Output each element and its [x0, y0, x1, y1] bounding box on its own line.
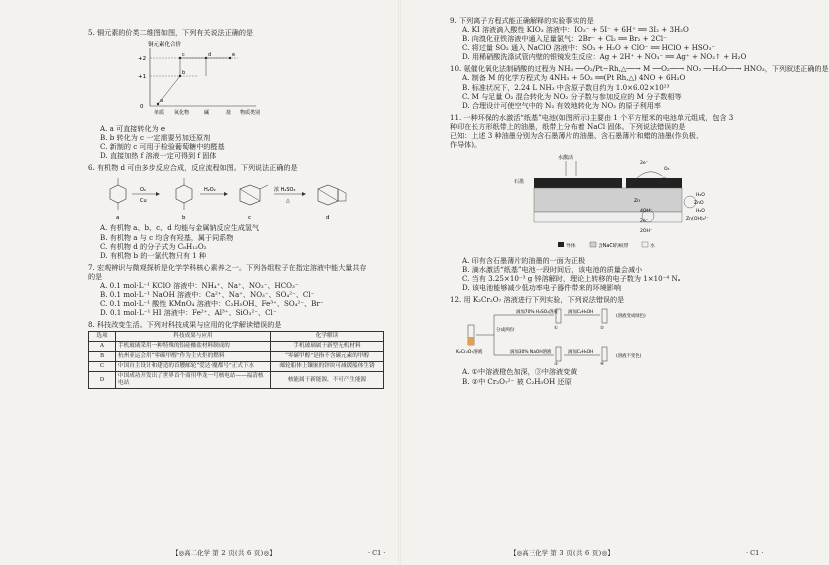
label-water-activation: 水激活	[558, 155, 574, 162]
label-2e-bottom: 2e⁻	[640, 219, 649, 225]
q5-chart-ylabel: 铜元素化合价	[148, 42, 182, 49]
q8-row-b-chem: “零碳甲醇”是指不含碳元素的甲醇	[271, 352, 384, 362]
xlabel-3: 盐	[226, 110, 232, 117]
q11-diagram-svg	[450, 150, 770, 254]
left-footer-code: · C1 ·	[368, 548, 386, 557]
molecule-b	[176, 185, 192, 203]
reagent-cu: Cu	[140, 198, 147, 205]
legend-swatch-conductor	[558, 242, 564, 247]
q12-stem: 12. 用 K₂Cr₂O₇ 溶液进行下列实验，下列说法错误的是	[450, 295, 625, 305]
right-footer	[510, 549, 770, 557]
label-zno: ZnO	[694, 201, 704, 207]
reagent-o2: O₂	[140, 187, 146, 194]
q9-stem: 9. 下列离子方程式能正确解释的实验事实的是	[450, 16, 594, 25]
tick-plus1: +1	[138, 74, 147, 81]
label-mol-d: d	[326, 215, 330, 222]
reagent-heat: △	[286, 198, 290, 205]
q7-stem-1: 7. 宏观辨识与微观探析是化学学科核心素养之一。下列各组粒子在指定溶液中能大量共存	[88, 262, 367, 272]
q8-table	[88, 331, 384, 389]
right-footer-brand: 【◎高三化学	[510, 548, 549, 557]
q11-option-b: B. 滴水激活“纸基”电池一段时间后，该电池的质量会减小	[462, 265, 643, 275]
q10-option-c: C. M 与足量 O₂ 混合转化为 NO₂ 分子数与参加反应的 M 分子数相等	[462, 91, 682, 101]
q5-option-d: D. 直接加热 f 溶液一定可得到 f 固体	[100, 151, 217, 161]
q12-option-b: B. ②中 Cr₂O₇²⁻ 被 C₂H₅OH 还原	[462, 376, 572, 386]
q8-col-chem: 化学解读	[271, 332, 384, 342]
xlabel-0: 单质	[154, 110, 165, 117]
label-o2: O₂	[664, 167, 670, 173]
label-source: K₂Cr₂O₇溶液	[456, 350, 483, 356]
label-a: a	[160, 98, 164, 105]
right-page	[400, 0, 829, 565]
num-4: ④	[600, 362, 604, 368]
q7-option-b: B. 0.1 mol·L⁻¹ NaOH 溶液中：Ca²⁺、Na⁺、NO₃⁻、SO₄²⁻、Cl⁻	[100, 290, 315, 300]
q12-diagram-svg	[450, 305, 770, 368]
table-row	[89, 352, 384, 362]
q6-reaction-scheme	[88, 173, 386, 221]
tick-plus2: +2	[138, 56, 147, 63]
legend-paper: 含NaCl的纸带	[598, 244, 629, 250]
q5-option-a: A. a 可直接转化为 e	[100, 124, 166, 134]
q8-col-option: 选项	[89, 332, 116, 342]
label-h2o-1: H₂O	[696, 193, 705, 199]
top-step1: 滴加70% H₂SO₄溶液	[516, 310, 558, 316]
xlabel-2: 碱	[204, 110, 210, 117]
q7-stem-2: 的是	[88, 271, 103, 281]
q8-row-c-label: C	[89, 362, 116, 372]
q8-row-d-chem: 核能属于新能源，不可产生能源	[271, 372, 384, 389]
label-4oh: 4OH⁻	[640, 209, 653, 215]
label-graphite: 石墨	[514, 179, 525, 186]
q11-stem-3: 已知：上述 3 种油墨分别为含石墨薄片的油墨、含石墨薄片和蜡的油墨(作负极、	[450, 130, 703, 140]
conductor-layer-right	[626, 178, 682, 188]
bottom-step1: 滴加30% NaOH溶液	[510, 350, 552, 356]
bottom-step2: 滴加C₂H₅OH	[568, 350, 594, 356]
right-footer-code: · C1 ·	[746, 548, 764, 557]
q9-option-b: B. 向溴化亚铁溶液中通入足量氯气：2Br⁻ + Cl₂ ══ Br₂ + 2Cl⁻	[462, 34, 667, 44]
q8-table-header	[89, 332, 384, 342]
tube-source-liquid	[468, 337, 474, 345]
label-d: d	[208, 52, 212, 59]
label-b: b	[182, 70, 186, 77]
q8-row-a-chem: 手机玻璃属于新型无机材料	[271, 342, 384, 352]
bottom-result: (溶液不变色)	[616, 354, 642, 360]
legend-swatch-paper	[590, 242, 596, 247]
q5-option-b: B. b 转化为 c 一定需要另加还原剂	[100, 133, 211, 143]
legend-water: 水	[650, 244, 655, 250]
q12-experiment-diagram	[450, 305, 776, 368]
q8-row-a-label: A	[89, 342, 116, 352]
q11-option-c: C. 当有 3.25×10⁻³ g 锌溶解时，理论上转移的电子数为 1×10⁻⁴ Nₐ	[462, 274, 681, 284]
q11-stem-2: 种印在长方形纸带上的油墨，纸带上分布着 NaCl 固体。下列说法错误的是	[450, 121, 686, 131]
table-row	[89, 342, 384, 352]
q10-option-a: A. 制备 M 的化学方程式为 4NH₃ + 5O₂ ══(Pt Rh,△) 4NO + 6H₂O	[462, 73, 686, 83]
left-footer-brand: 【◎高二化学	[172, 548, 211, 557]
table-row	[89, 372, 384, 389]
q8-stem: 8. 科技改变生活。下列对科技成果与应用的化学解读错误的是	[88, 320, 282, 330]
top-step2: 滴加C₂H₅OH	[568, 310, 594, 316]
label-mol-a: a	[116, 215, 120, 222]
label-split: 分成两份	[496, 328, 515, 334]
q5-stem: 5. 铜元素的价类二维图如图，下列有关说法正确的是	[88, 28, 254, 37]
q11-stem-4: 作导体)。	[450, 140, 482, 150]
q8-row-c-tech: 中国自主设计和建造的首艘邮轮“爱达·魔都号”正式下水	[116, 362, 271, 372]
reagent-h2so4: 浓 H₂SO₄	[274, 187, 296, 194]
left-page	[0, 0, 400, 565]
q8-row-d-label: D	[89, 372, 116, 389]
table-row	[89, 362, 384, 372]
q11-option-a: A. 印有含石墨薄片的油墨的一面为正极	[462, 256, 586, 266]
label-mol-c: c	[248, 215, 252, 222]
label-2e-top: 2e⁻	[640, 161, 649, 167]
q9-option-a: A. KI 溶液滴入酸性 KIO₃ 溶液中：IO₃⁻ + 5I⁻ + 6H⁺ ══ 3I₂ + 3H₂O	[462, 25, 689, 35]
reagent-h2o2: H₂O₂	[204, 187, 216, 194]
tick-zero: 0	[140, 104, 144, 111]
label-zincate: Zn(OH)₄²⁻	[686, 217, 709, 223]
q5-valence-chart	[88, 38, 386, 122]
conductor-layer-left	[534, 178, 622, 188]
top-result: (溶液变成绿色)	[616, 314, 646, 320]
left-footer-page: 第 2 页(共 6 页)◎】	[212, 548, 277, 557]
q10-option-b: B. 标准状况下，2.24 L NH₃ 中含原子数目约为 1.0×6.02×10²³	[462, 82, 670, 92]
label-2oh: 2OH⁻	[640, 229, 653, 235]
q6-stem: 6. 有机物 d 可由多步反应合成，反应流程如图。下列说法正确的是	[88, 163, 298, 173]
q8-row-d-tech: 中国成功开发出了世界首个商用华龙一号核电站——福清核电站	[116, 372, 271, 389]
label-e: e	[232, 52, 236, 59]
label-h2o-2: H₂O	[696, 209, 705, 215]
q8-row-b-tech: 杭州亚运会用“零碳甲醇”作为主火炬的燃料	[116, 352, 271, 362]
legend-swatch-water	[642, 242, 648, 247]
right-footer-page: 第 3 页(共 6 页)◎】	[550, 548, 615, 557]
q12-option-a: A. ①中溶液橙色加深，③中溶液变黄	[462, 367, 578, 377]
q10-stem: 10. 氨催化氧化法制硝酸的过程为 NH₃ ──O₂/Pt−Rh,△──→ M ──O₂──→ NO₂ ──H₂O──→ HNO₃，下列叙述正确的是	[450, 64, 829, 74]
q5-chart-svg	[88, 38, 278, 122]
num-3: ③	[554, 362, 558, 368]
q6-option-b: B. 有机物 a 与 c 均含有羟基，属于同系物	[100, 232, 234, 242]
molecule-a	[110, 185, 126, 203]
q7-option-d: D. 0.1 mol·L⁻¹ HI 溶液中：Fe²⁺、Al³⁺、SiO₃²⁻、Cl⁻	[100, 308, 277, 318]
q11-battery-diagram	[450, 150, 776, 254]
q8-row-b-label: B	[89, 352, 116, 362]
q6-option-a: A. 有机物 a、b、c、d 均能与金属钠反应生成氢气	[100, 223, 260, 233]
xlabel-1: 氧化物	[174, 110, 190, 117]
q11-stem-1: 11. 一种环保的水激活“纸基”电池(如图所示)主要由 1 个平方厘米的电池单元组成，包含 3	[450, 112, 734, 122]
legend-conductor: 导体	[566, 244, 576, 250]
q5-option-c: C. 新制的 c 可用于检验葡萄糖中的醛基	[100, 142, 225, 152]
num-2: ②	[600, 326, 604, 332]
q8-col-tech: 科技成果与应用	[116, 332, 271, 342]
nacl-paper-strip	[534, 188, 682, 215]
q9-option-d: D. 用稀硝酸洗涤试管内壁的银镜发生反应：Ag + 2H⁺ + NO₃⁻ ══ Ag⁺ + NO₂↑ + H₂O	[462, 52, 747, 62]
q6-option-d: D. 有机物 b 的一氯代物只有 1 种	[100, 250, 207, 260]
q6-option-c: C. 有机物 d 的分子式为 C₈H₁₂O₂	[100, 241, 207, 251]
label-zn: Zn	[634, 199, 641, 205]
q6-scheme-svg	[88, 173, 384, 221]
q9-option-c: C. 将过量 SO₂ 通入 NaClO 溶液中：SO₂ + H₂O + ClO⁻ ══ HClO + HSO₃⁻	[462, 43, 716, 53]
q7-option-c: C. 0.1 mol·L⁻¹ 酸性 KMnO₄ 溶液中：C₂H₅OH、Fe³⁺、SO₄²⁻、Br⁻	[100, 299, 324, 309]
q11-option-d: D. 该电池能够减少低功率电子器件带来的环境影响	[462, 283, 621, 293]
xtitle: 物质类别	[240, 110, 261, 117]
num-1: ①	[554, 326, 558, 332]
label-c: c	[182, 52, 185, 59]
left-footer	[172, 549, 392, 557]
q7-option-a: A. 0.1 mol·L⁻¹ KClO 溶液中：NH₄⁺、Na⁺、NO₃⁻、HCO₃⁻	[100, 280, 299, 290]
water-layer	[534, 212, 682, 225]
q10-option-d: D. 合理设计可使空气中的 N₂ 有效地转化为 NO₂ 的原子利用率	[462, 100, 661, 110]
q8-row-c-chem: 邮轮船体上镶嵌的锌块可减缓船体生锈	[271, 362, 384, 372]
label-mol-b: b	[182, 215, 186, 222]
q8-row-a-tech: 手机玻璃采用一种特殊的铝硅酸盐材料制成的	[116, 342, 271, 352]
